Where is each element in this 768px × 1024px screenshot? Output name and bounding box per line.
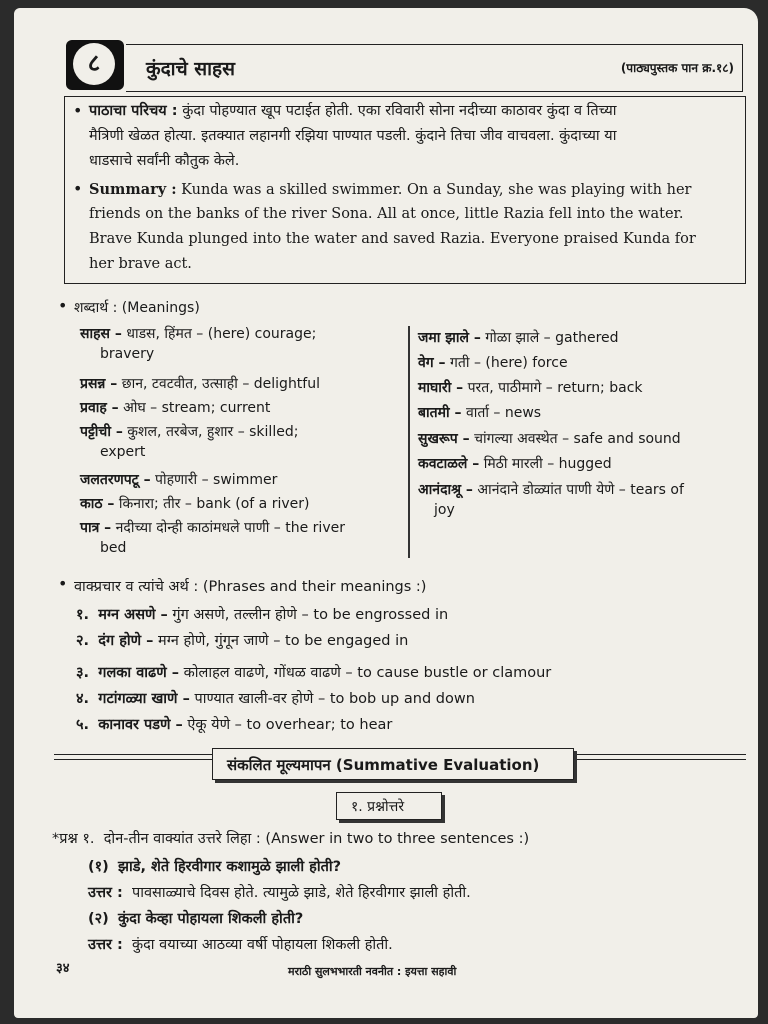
meanings-heading: शब्दार्थ : (Meanings) [74, 300, 200, 316]
page-number: ३४ [56, 961, 70, 976]
section-rule-right [576, 754, 746, 760]
bullet-icon: • [73, 101, 83, 120]
chapter-number-badge [66, 40, 124, 90]
sub-question: (१) झाडे, शेते हिरवीगार कशामुळे झाली होती? [88, 859, 342, 875]
chapter-number: ८ [73, 43, 115, 85]
section-rule-left [54, 754, 212, 760]
intro-line: कुंदा पोहण्यात खूप पटाईत होती. एका रविवारी सोना नदीच्या काठावर कुंदा व तिच्या [182, 103, 617, 119]
subsection-title-box [336, 792, 442, 820]
question-heading: *प्रश्न १. दोन-तीन वाक्यांत उत्तरे लिहा : (Answer in two to three sentences :) [52, 831, 530, 847]
phrase-item: ४. गटांगळ्या खाणे – पाण्यात खाली-वर होणे – to bob up and down [76, 691, 475, 707]
meaning-continuation: joy [434, 502, 455, 518]
meaning-entry: जलतरणपटू – पोहणारी – swimmer [80, 472, 278, 488]
meaning-entry: बातमी – वार्ता – news [418, 405, 542, 421]
meaning-continuation: bed [100, 540, 127, 556]
subsection-title: १. प्रश्नोत्तरे [351, 799, 405, 815]
intro-line: मैत्रिणी खेळत होत्या. इतक्यात लहानगी रझिया पाण्यात पडली. कुंदाने तिचा जीव वाचवला. कुंदाच्या या [89, 128, 617, 144]
meaning-entry: पात्र – नदीच्या दोन्ही काठांमधले पाणी – the river [80, 520, 345, 536]
intro-line: धाडसाचे सर्वांनी कौतुक केले. [89, 153, 240, 169]
phrase-item: ५. कानावर पडणे – ऐकू येणे – to overhear; to hear [76, 717, 393, 733]
chapter-title: कुंदाचे साहस [146, 58, 235, 80]
book-title-footer: मराठी सुलभभारती नवनीत : इयत्ता सहावी [288, 965, 457, 978]
intro-label: पाठाचा परिचय : [89, 103, 178, 119]
introduction-box [64, 96, 746, 284]
page [14, 8, 758, 1018]
phrase-item: २. दंग होणे – मग्न होणे, गुंगून जाणे – to be engaged in [76, 633, 409, 649]
phrase-item: ३. गलका वाढणे – कोलाहल वाढणे, गोंधळ वाढणे – to cause bustle or clamour [76, 665, 552, 681]
meaning-entry: पट्टीची – कुशल, तरबेज, हुशार – skilled; [80, 424, 299, 440]
chapter-title-bar [126, 44, 743, 92]
summary-line: her brave act. [89, 256, 192, 272]
meaning-entry: सुखरूप – चांगल्या अवस्थेत – safe and sound [418, 431, 681, 447]
textbook-page-reference: (पाठ्यपुस्तक पान क्र.१८) [620, 61, 734, 75]
phrase-item: १. मग्न असणे – गुंग असणे, तल्लीन होणे – to be engrossed in [76, 607, 449, 623]
summary-line: Kunda was a skilled swimmer. On a Sunday, she was playing with her [181, 182, 692, 198]
summative-title: संकलित मूल्यमापन (Summative Evaluation) [227, 756, 540, 774]
meaning-entry: माघारी – परत, पाठीमागे – return; back [418, 380, 643, 396]
meaning-entry: जमा झाले – गोळा झाले – gathered [418, 330, 619, 346]
meaning-continuation: expert [100, 444, 146, 460]
summary-line: friends on the banks of the river Sona. All at once, little Razia fell into the water. [89, 206, 684, 222]
meaning-entry: कवटाळले – मिठी मारली – hugged [418, 456, 612, 472]
summary-label: Summary : [89, 181, 177, 198]
meaning-continuation: bravery [100, 346, 155, 362]
phrases-heading: वाक्प्रचार व त्यांचे अर्थ : (Phrases and their meanings :) [74, 579, 427, 595]
summary-line: Brave Kunda plunged into the water and saved Razia. Everyone praised Kunda for [89, 231, 696, 247]
meaning-entry: साहस – धाडस, हिंमत – (here) courage; [80, 326, 317, 342]
meaning-entry: आनंदाश्रू – आनंदाने डोळ्यांत पाणी येणे – tears of [418, 482, 684, 498]
sub-question: (२) कुंदा केव्हा पोहायला शिकली होती? [88, 911, 304, 927]
column-divider [408, 326, 410, 558]
answer: उत्तर : कुंदा वयाच्या आठव्या वर्षी पोहायला शिकली होती. [88, 937, 393, 953]
meaning-entry: प्रवाह – ओघ – stream; current [80, 400, 271, 416]
bullet-icon: • [58, 296, 68, 315]
meaning-entry: वेग – गती – (here) force [418, 355, 568, 371]
bullet-icon: • [73, 179, 83, 198]
answer: उत्तर : पावसाळ्याचे दिवस होते. त्यामुळे झाडे, शेते हिरवीगार झाली होती. [88, 885, 471, 901]
bullet-icon: • [58, 574, 68, 593]
meaning-entry: प्रसन्न – छान, टवटवीत, उत्साही – delightful [80, 376, 320, 392]
summative-title-box [212, 748, 574, 780]
meaning-entry: काठ – किनारा; तीर – bank (of a river) [80, 496, 310, 512]
